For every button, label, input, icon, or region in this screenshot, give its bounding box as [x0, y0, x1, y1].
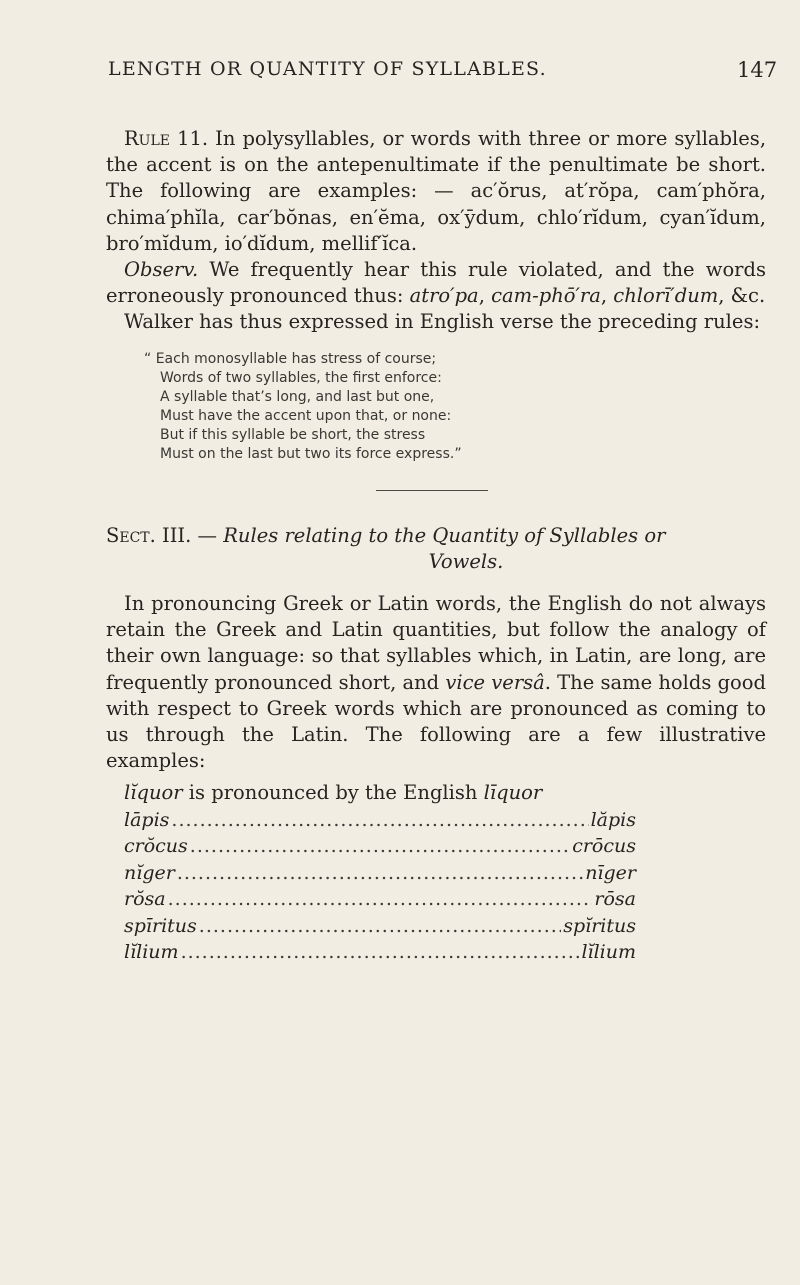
intro-latin-word: lĭquor: [124, 781, 183, 805]
quantity-text-a: In pronouncing Greek or Latin words, the English do not always retain the Greek and Latin quantities, but follow the analogy of their own language: so that syllables which, in Latin, are long, are frequently pronounced short, and: [106, 592, 766, 694]
rule-number: 11.: [177, 127, 209, 150]
walker-paragraph: Walker has thus expressed in English verse the preceding rules:: [124, 310, 761, 334]
quantity-paragraph: [106, 591, 766, 774]
rule-text: In polysyllables, or words with three or more syllables, the accent is on the antepenultimate if the penultimate be short. The following are examples: — ac′ŏrus, at′rŏpa, cam′phŏra, chima′phĭla, car′bŏnas, en′ĕma, ox′ȳdum, chlo′rĭdum, cyan′ĭdum, bro′mĭdum, io′dĭdum, mellif′ĭca.: [106, 127, 767, 255]
example-row: [124, 939, 636, 966]
example-english: lăpis: [590, 808, 636, 831]
running-title: LENGTH OR QUANTITY OF SYLLABLES.: [108, 58, 547, 80]
verse-line: “ Each monosyllable has stress of course;: [144, 350, 437, 367]
observation-example-1: atro′pa: [409, 284, 479, 308]
running-header: [0, 58, 800, 92]
example-english: rōsa: [594, 888, 636, 911]
verse-line: Words of two syllables, the first enforce:: [160, 369, 442, 386]
example-latin: nĭger: [124, 861, 175, 884]
example-english: spĭritus: [563, 914, 636, 937]
observation-text-a: We frequently hear this rule violated, and the words erroneously pronounced thus:: [106, 258, 766, 308]
examples-list: [106, 807, 636, 966]
observation-sep-2: ,: [600, 284, 614, 308]
observation-example-3: chlorī′dum: [613, 284, 719, 308]
example-english: lĭlium: [581, 941, 636, 964]
example-latin: lĭlium: [124, 941, 179, 964]
page-number: 147: [737, 58, 778, 82]
example-row: [124, 807, 636, 834]
verse-line: Must on the last but two its force express.”: [160, 445, 462, 462]
example-latin: rŏsa: [124, 888, 166, 911]
leader-dots: [171, 807, 588, 834]
section-heading-line: [106, 523, 766, 549]
vice-versa: vice versâ: [445, 670, 545, 694]
example-latin: lāpis: [124, 808, 170, 831]
intro-middle: is pronounced by the English: [182, 781, 484, 805]
example-english: nīger: [585, 861, 636, 884]
verse-line: Must have the accent upon that, or none:: [160, 407, 452, 424]
section-heading: [106, 523, 766, 575]
verse-line: But if this syllable be short, the stress: [160, 426, 426, 443]
rule-label: Rule: [124, 127, 170, 150]
example-row: [124, 913, 636, 940]
leader-dots: [190, 833, 570, 860]
example-english: crōcus: [572, 835, 636, 858]
section-divider: [376, 490, 488, 491]
leader-dots: [168, 886, 593, 913]
verse-line: A syllable that’s long, and last but one,: [160, 388, 435, 405]
rule-11-paragraph: [106, 126, 766, 257]
examples-intro: [106, 780, 766, 806]
leader-dots: [181, 939, 580, 966]
observation-label: Observ.: [124, 258, 199, 282]
example-row: [124, 860, 636, 887]
example-latin: spīritus: [124, 914, 197, 937]
quantity-text-b: . The same holds good with respect to Greek words which are pronounced as coming to us through the Latin. The following are a few illustrative examples:: [106, 670, 767, 773]
observation-sep-1: ,: [478, 284, 492, 308]
verse-quotation: [106, 350, 766, 464]
observation-example-2: cam-phō′ra: [491, 284, 601, 308]
section-title-continued: Vowels.: [428, 549, 504, 573]
section-label: Sect. III. —: [106, 523, 224, 547]
page-body: [106, 126, 766, 966]
leader-dots: [199, 913, 561, 940]
example-latin: crŏcus: [124, 835, 188, 858]
example-row: [124, 833, 636, 860]
observation-text-b: , &c.: [718, 284, 766, 308]
intro-english-word: līquor: [483, 781, 543, 805]
example-row: [124, 886, 636, 913]
section-title: Rules relating to the Quantity of Syllables or: [223, 523, 666, 547]
leader-dots: [177, 860, 583, 887]
observation-paragraph: [106, 257, 766, 309]
